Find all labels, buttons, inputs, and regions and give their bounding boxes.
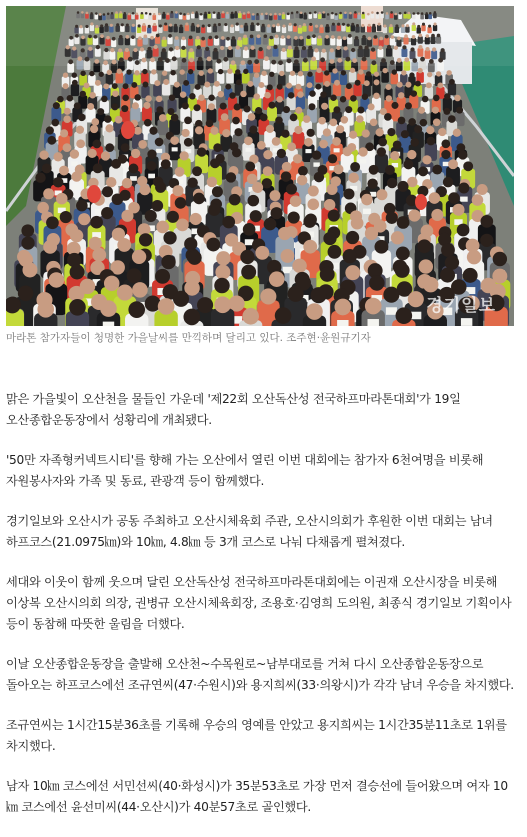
article-paragraph: 경기일보와 오산시가 공동 주최하고 오산시체육회 주관, 오산시의회가 후원한 이번 대회는 남녀 하프코스(21.0975㎞)와 10㎞, 4.8㎞ 등 3개 코스로 나눠 다채롭게 펼쳐졌다. [6,514,493,549]
article-paragraph: 조규연씨는 1시간15분36초를 기록해 우승의 영예를 안았고 용지희씨는 1시간35분11초로 1위를 차지했다. [6,718,507,753]
marathon-crowd-photo [6,6,514,326]
photo-caption: 마라톤 참가자들이 청명한 가을날씨를 만끽하며 달리고 있다. 조주현·윤원규기자 [6,332,371,344]
article-paragraph: 남자 10㎞ 코스에선 서민선씨(40·화성시)가 35분53초로 가장 먼저 결승선에 들어왔으며 여자 10㎞ 코스에선 윤선미씨(44·오산시)가 40분57초로 골인했다. [6,779,508,814]
article-paragraph: 세대와 이웃이 함께 웃으며 달린 오산독산성 전국하프마라톤대회에는 이권재 오산시장을 비롯해 이상복 오산시의회 의장, 권병규 오산시체육회장, 조용호·김영희 도의원, 최종식 경기일보 기획이사 등이 동참해 따뜻한 울림을 더했다. [6,575,512,631]
photo-watermark: 경기일보 [426,296,496,316]
article-paragraph: 맑은 가을빛이 오산천을 물들인 가운데 '제22회 오산독산성 전국하프마라톤대회'가 19일 오산종합운동장에서 성황리에 개최됐다. [6,392,461,427]
article-paragraph: '50만 자족형커넥트시티'를 향해 가는 오산에서 열린 이번 대회에는 참가자 6천여명을 비롯해 자원봉사자와 가족 및 동료, 관광객 등이 함께했다. [6,453,484,488]
article-body [6,389,514,837]
article-photo [6,6,514,326]
article-paragraph: 이날 오산종합운동장을 출발해 오산천~수목원로~남부대로를 거쳐 다시 오산종합운동장으로 돌아오는 하프코스에선 조규연씨(47·수원시)와 용지희씨(33·의왕시)가 각각 남녀 우승을 차지했다. [6,657,514,692]
